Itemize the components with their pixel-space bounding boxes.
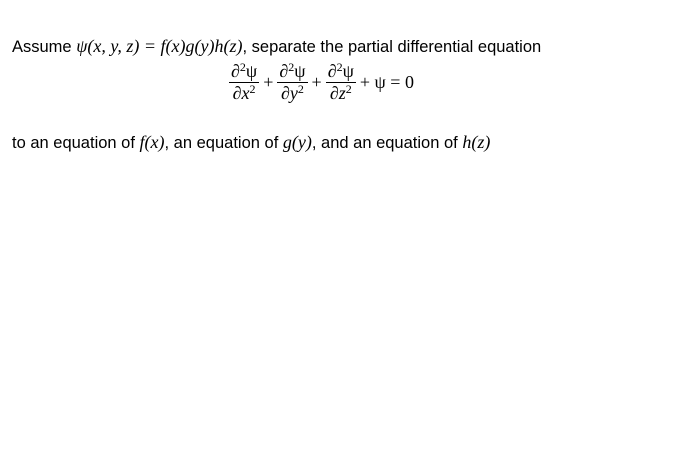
psi-definition: ψ(x, y, z) = f(x)g(y)h(z) xyxy=(76,36,243,56)
fraction-numerator: ∂$^2$ψ xyxy=(231,60,258,81)
problem-statement-line xyxy=(12,36,541,57)
separate-instruction-text: , separate the partial differential equation xyxy=(242,38,542,56)
fraction-numerator: ∂$^2$ψ xyxy=(327,60,354,81)
fraction-numerator: ∂$^2$ψ xyxy=(279,60,306,81)
fraction-d2psi-dz2 xyxy=(326,62,356,103)
fraction-d2psi-dx2 xyxy=(229,62,259,103)
goal-intro-text: to an equation of xyxy=(12,134,140,152)
fraction-denominator: $\partial y^2$ xyxy=(280,82,304,103)
problem-goal-line xyxy=(12,132,490,153)
goal-mid-text-1: , an equation of xyxy=(164,134,283,152)
function-h-of-z: h(z) xyxy=(462,132,491,152)
pde-equation xyxy=(228,62,417,103)
assume-text: Assume xyxy=(12,38,72,56)
plus-sign: + xyxy=(263,72,274,92)
plus-sign: + xyxy=(311,72,322,92)
equation-tail: + ψ = 0 xyxy=(359,72,414,92)
fraction-denominator: $\partial z^2$ xyxy=(329,82,352,103)
function-g-of-y: g(y) xyxy=(282,132,312,152)
function-f-of-x: f(x) xyxy=(139,132,165,152)
fraction-d2psi-dy2 xyxy=(277,62,307,103)
goal-mid-text-2: , and an equation of xyxy=(311,134,463,152)
fraction-denominator: $\partial x^2$ xyxy=(232,82,256,103)
